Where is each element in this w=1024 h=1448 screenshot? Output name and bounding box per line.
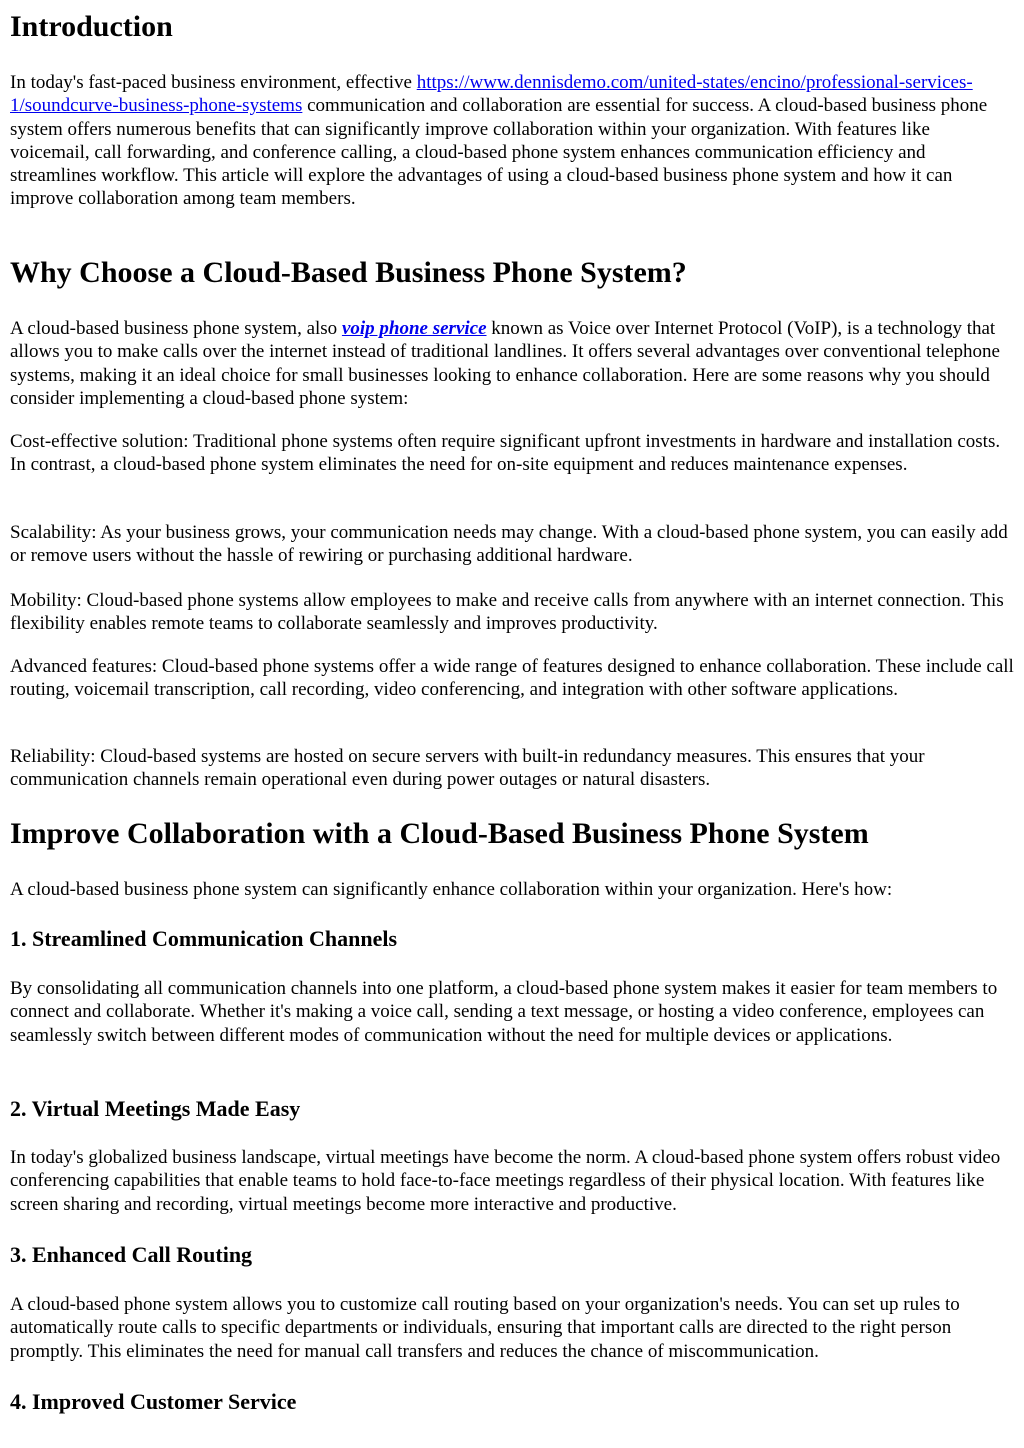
section1-heading: 1. Streamlined Communication Channels (10, 926, 398, 951)
section3-paragraph: A cloud-based phone system allows you to customize call routing based on your organization's needs. You can set up rules to automatically route calls to specific departments or individuals, ensuring that important calls are directed to the right person promptly. This eliminates the need for manual call transfers and reduces the chance of miscommunication. (10, 1294, 960, 1362)
intro-text-before: In today's fast-paced business environment, effective (10, 72, 417, 93)
mobility-paragraph: Mobility: Cloud-based phone systems allow employees to make and receive calls from anywhere with an internet connection. This flexibility enables remote teams to collaborate seamlessly and improves productivity. (10, 590, 1004, 635)
why-heading: Why Choose a Cloud-Based Business Phone System? (10, 256, 687, 289)
intro-paragraph (10, 71, 1014, 211)
improve-heading: Improve Collaboration with a Cloud-Based Business Phone System (10, 817, 869, 850)
reliability-paragraph: Reliability: Cloud-based systems are hosted on secure servers with built-in redundancy measures. This ensures that your communication channels remain operational even during power outages or natural disasters. (10, 746, 925, 791)
advanced-features-paragraph: Advanced features: Cloud-based phone systems offer a wide range of features designed to enhance collaboration. These include call routing, voicemail transcription, call recording, video conferencing, and integration with other software applications. (10, 656, 1014, 701)
section4-heading: 4. Improved Customer Service (10, 1389, 297, 1414)
section2-paragraph: In today's globalized business landscape, virtual meetings have become the norm. A cloud-based phone system offers robust video conferencing capabilities that enable teams to hold face-to-face meetings regardless of their physical location. With features like screen sharing and recording, virtual meetings become more interactive and productive. (10, 1147, 1001, 1215)
section1-paragraph: By consolidating all communication channels into one platform, a cloud-based phone system makes it easier for team members to connect and collaborate. Whether it's making a voice call, sending a text message, or hosting a video conference, employees can seamlessly switch between different modes of communication without the need for multiple devices or applications. (10, 978, 998, 1046)
section3-heading: 3. Enhanced Call Routing (10, 1242, 253, 1267)
scalability-paragraph: Scalability: As your business grows, your communication needs may change. With a cloud-based phone system, you can easily add or remove users without the hassle of rewiring or purchasing additional hardware. (10, 522, 1008, 567)
dennisdemo-link[interactable]: https://www.dennisdemo.com/united-states/encino/professional-services-1/soundcurve-business-phone-systems (10, 72, 973, 117)
intro-heading: Introduction (10, 10, 173, 43)
why-intro-paragraph (10, 317, 1014, 410)
voip-service-link[interactable]: voip phone service (341, 318, 487, 339)
why-text-after: known as Voice over Internet Protocol (VoIP), is a technology that allows you to make calls over the internet instead of traditional landlines. It offers several advantages over conventional telephone systems, making it an ideal choice for small businesses looking to enhance collaboration. Here are some reasons why you should consider implementing a cloud-based phone system: (10, 318, 1000, 409)
why-text-before: A cloud-based business phone system, also (10, 318, 342, 339)
intro-text-after: communication and collaboration are essential for success. A cloud-based business phone system offers numerous benefits that can significantly improve collaboration within your organization. With features like voicemail, call forwarding, and conference calling, a cloud-based phone system enhances communication efficiency and streamlines workflow. This article will explore the advantages of using a cloud-based business phone system and how it can improve collaboration among team members. (10, 95, 988, 210)
improve-intro-paragraph: A cloud-based business phone system can significantly enhance collaboration within your organization. Here's how: (10, 879, 893, 900)
section2-heading: 2. Virtual Meetings Made Easy (10, 1096, 301, 1121)
cost-effective-paragraph: Cost-effective solution: Traditional phone systems often require significant upfront investments in hardware and installation costs. In contrast, a cloud-based phone system eliminates the need for on-site equipment and reduces maintenance expenses. (10, 431, 1001, 476)
